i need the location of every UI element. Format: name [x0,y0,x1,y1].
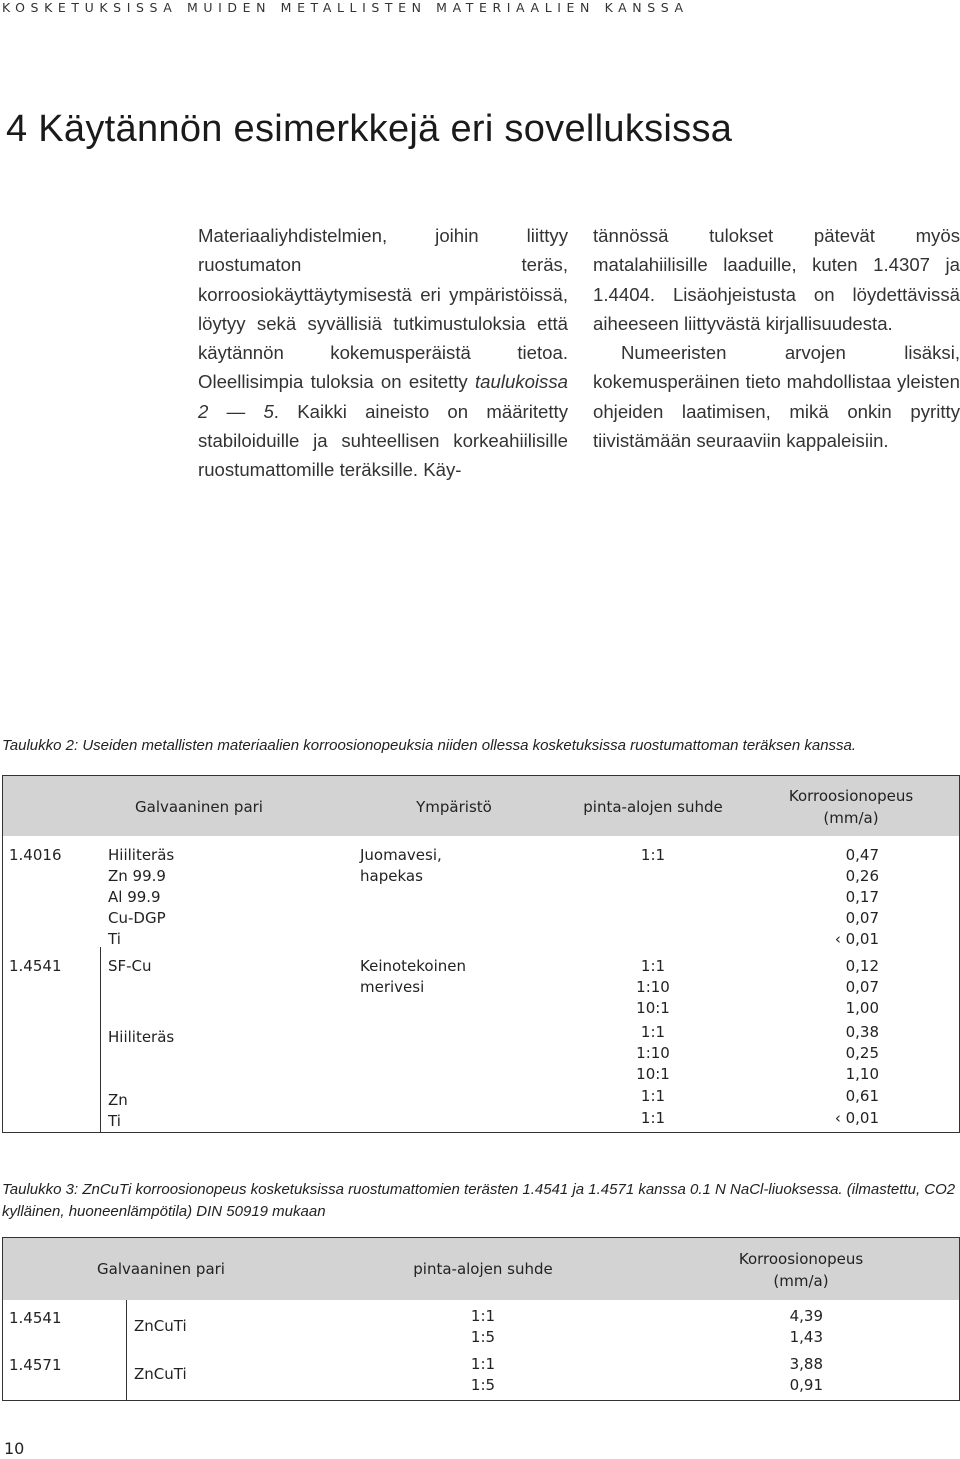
header-area-ratio: pinta-alojen suhde [583,798,723,816]
table-cell-rate: 0,91 [789,1376,823,1394]
page-number: 10 [4,1439,25,1458]
table-divider [100,947,101,1132]
table3 [2,1237,960,1401]
header-galvanic-pair: Galvaaninen pari [97,1260,225,1278]
body-paragraph: Numeeristen arvojen lisäksi, kokemusperäinen tieto mahdollistaa yleisten ohjeiden laatimisen, mikä onkin pyritty tiivistämään seuraaviin kappaleisiin. [593,342,960,452]
body-paragraph: tännössä tulokset pätevät myös matalahiilisille laaduille, kuten 1.4307 ja 1.4404. Lisäohjeistusta on löydettävissä aiheeseen liittyvästä kirjallisuudesta. [593,225,960,334]
table-cell-metal: ZnCuTi [134,1317,187,1335]
running-head: KOSKETUKSISSA MUIDEN METALLISTEN MATERIAALIEN KANSSA [2,0,689,15]
table-cell-metal: Hiiliteräs [108,1028,175,1046]
header-corrosion-rate-unit: (mm/a) [773,1272,829,1290]
table-cell-rate: 1,00 [845,999,879,1017]
table-cell-ratio: 1:1 [470,1355,496,1373]
table-cell-rate: 0,25 [845,1044,879,1062]
table-cell-metal: Zn [108,1091,128,1109]
table-cell-rate: 0,12 [845,957,879,975]
table-cell-ratio: 10:1 [636,999,670,1017]
table-reference: taulukoissa 2 — 5 [198,371,568,422]
table-cell-ratio: 1:10 [636,1044,670,1062]
table-cell-ratio: 1:5 [470,1376,496,1394]
table-cell-rate: 0,07 [845,978,879,996]
table-cell-steel: 1.4541 [9,1309,62,1327]
body-column-left [198,221,568,485]
table-cell-environment: Juomavesi, [360,846,442,864]
table-cell-ratio: 1:1 [470,1307,496,1325]
table-cell-ratio: 1:1 [640,957,666,975]
header-corrosion-rate: Korroosionopeus [788,787,914,805]
body-text: Materiaaliyhdistelmien, joihin liittyy ruostumaton teräs, korroosiokäyttäytymisestä eri ympäristöissä, löytyy sekä syvällisiä tutkimustuloksia että käytännön kokemusperäistä tietoa. Oleellisimpia tuloksia on esitetty [198,225,568,393]
table-cell-rate: 3,88 [789,1355,823,1373]
table-cell-rate: 0,38 [845,1023,879,1041]
table-cell-ratio: 1:5 [470,1328,496,1346]
table2 [2,775,960,1133]
table3-caption: Taulukko 3: ZnCuTi korroosionopeus kosketuksissa ruostumattomien terästen 1.4541 ja 1.4571 kanssa 0.1 N NaCl-liuoksessa. (ilmastettu, CO2 kylläinen, huoneenlämpötila) DIN 50919 mukaan [2,1181,956,1220]
table-cell-metal: Ti [108,930,121,948]
table-cell-steel: 1.4016 [9,846,62,864]
header-environment: Ympäristö [416,798,492,816]
table-cell-ratio: 1:10 [636,978,670,996]
page-title: 4 Käytännön esimerkkejä eri sovelluksissa [6,108,733,150]
body-column-right [593,221,960,455]
table-cell-rate: 0,47 [845,846,879,864]
header-corrosion-rate: Korroosionopeus [738,1250,864,1268]
table-cell-environment: merivesi [360,978,425,996]
table-cell-rate: ‹ 0,01 [834,930,879,948]
table-cell-metal: Zn 99.9 [108,867,166,885]
table-cell-environment: Keinotekoinen [360,957,467,975]
table-cell-ratio: 10:1 [636,1065,670,1083]
table-cell-metal: Ti [108,1112,121,1130]
table-cell-metal: Hiiliteräs [108,846,175,864]
table-cell-rate: 4,39 [789,1307,823,1325]
table-divider [126,1300,127,1400]
table-cell-metal: Cu-DGP [108,909,166,927]
table-cell-rate: 1,10 [845,1065,879,1083]
table-cell-ratio: 1:1 [640,1109,666,1127]
table-cell-metal: ZnCuTi [134,1365,187,1383]
table-cell-steel: 1.4541 [9,957,62,975]
table-cell-rate: ‹ 0,01 [834,1109,879,1127]
table-cell-rate: 0,17 [845,888,879,906]
table-cell-rate: 0,07 [845,909,879,927]
table-cell-rate: 1,43 [789,1328,823,1346]
header-galvanic-pair: Galvaaninen pari [135,798,263,816]
table-cell-rate: 0,61 [845,1087,879,1105]
table-cell-ratio: 1:1 [640,846,666,864]
header-corrosion-rate-unit: (mm/a) [823,809,879,827]
table-cell-metal: SF-Cu [108,957,152,975]
table-cell-metal: Al 99.9 [108,888,161,906]
body-paragraph [198,221,568,485]
table-cell-ratio: 1:1 [640,1087,666,1105]
table-cell-rate: 0,26 [845,867,879,885]
table-cell-steel: 1.4571 [9,1356,62,1374]
table-cell-ratio: 1:1 [640,1023,666,1041]
body-text: . Kaikki aineisto on määritetty stabiloiduille ja suhteellisen korkeahiilisille ruostumattomille teräksille. Käy- [198,400,568,481]
table2-caption: Taulukko 2: Useiden metallisten materiaalien korroosionopeuksia niiden ollessa kosketuksissa ruostumattoman teräksen kanssa. [2,737,857,754]
header-area-ratio: pinta-alojen suhde [413,1260,553,1278]
table-cell-environment: hapekas [360,867,423,885]
